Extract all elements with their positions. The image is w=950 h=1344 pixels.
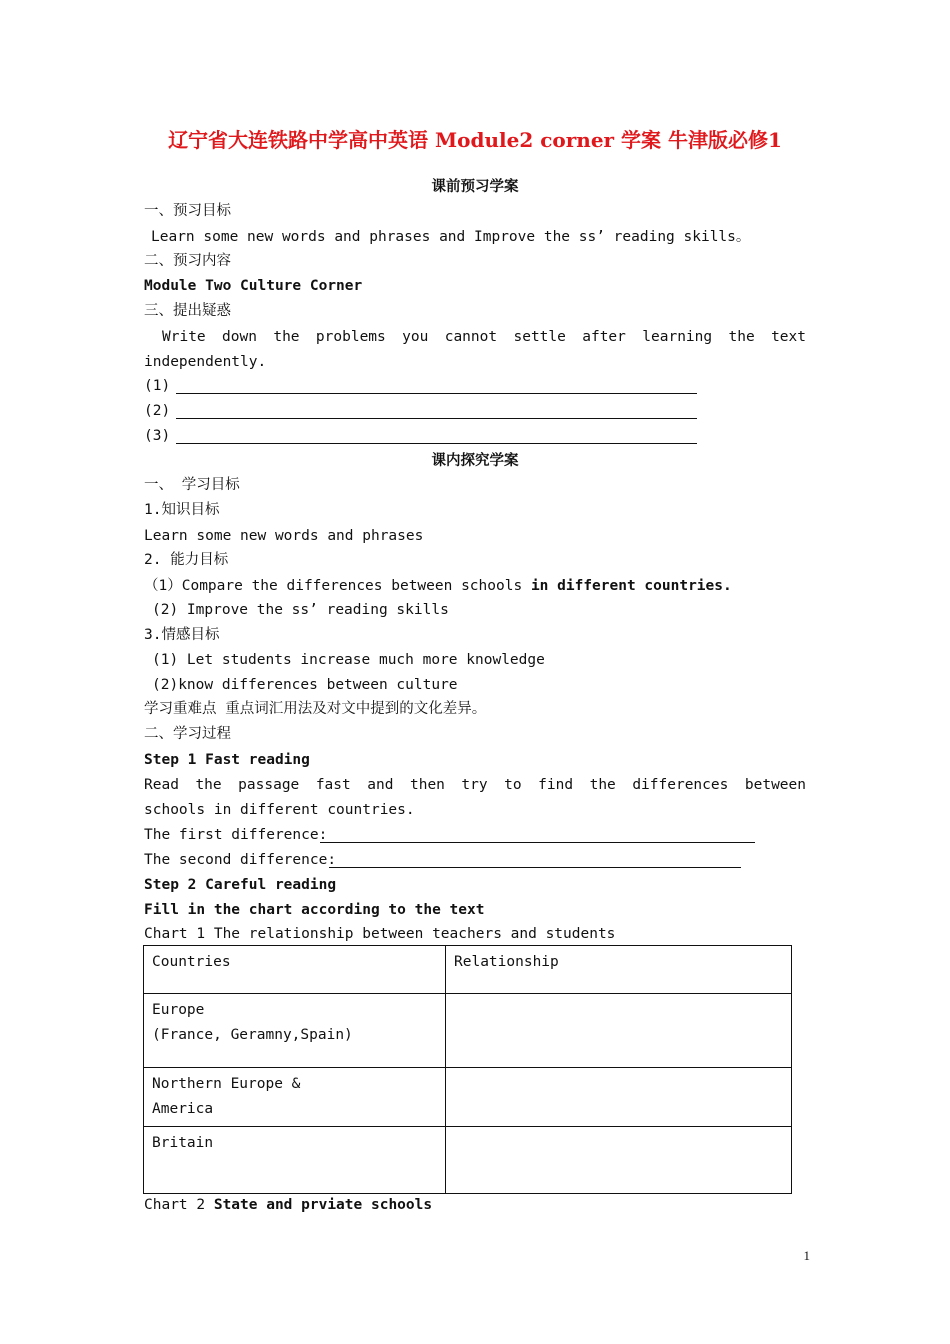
step1-text-line2: schools in different countries. (144, 802, 415, 818)
emotion-goal-item-2: (2)know differences between culture (152, 677, 458, 693)
doubt-label: 三、提出疑惑 (144, 303, 231, 319)
table-row (144, 1127, 792, 1194)
answer-blank-1[interactable] (176, 393, 697, 394)
section-heading-preview: 课前预习学案 (431, 179, 519, 195)
knowledge-goal-text: Learn some new words and phrases (144, 528, 424, 544)
country-line-2: America (152, 1101, 214, 1117)
step1-title: Step 1 Fast reading (144, 752, 310, 768)
first-difference-label: The first difference: (144, 827, 328, 843)
emotion-goal-item-1: (1) Let students increase much more knowledge (152, 652, 545, 668)
country-line-2: (France, Geramny,Spain) (152, 1027, 353, 1043)
blank-label-1: (1) (144, 378, 171, 394)
blank-label-2: (2) (144, 403, 171, 419)
chart2-prefix: Chart 2 (144, 1197, 206, 1213)
ability-goal-label: 2. 能力目标 (144, 552, 229, 568)
header-relationship: Relationship (446, 946, 792, 994)
country-cell (144, 1068, 446, 1127)
document-title: 辽宁省大连铁路中学高中英语 Module2 corner 学案 牛津版必修1 (168, 128, 782, 152)
doubt-text-line2: independently. (144, 354, 267, 370)
answer-blank-2[interactable] (176, 418, 697, 419)
preview-content-text: Module Two Culture Corner (144, 278, 363, 294)
ability-item-1-bold: in different countries. (530, 578, 732, 594)
country-line-1: Northern Europe & (152, 1076, 301, 1092)
ability-goal-item-1 (144, 576, 806, 596)
key-points: 学习重难点 重点词汇用法及对文中提到的文化差异。 (144, 701, 487, 717)
country-line-1: Europe (152, 1002, 205, 1018)
header-countries: Countries (144, 946, 446, 994)
emotion-goal-label: 3.情感目标 (144, 627, 220, 643)
answer-blank-3[interactable] (176, 443, 697, 444)
table-row (144, 1068, 792, 1127)
ability-goal-item-2: (2) Improve the ss’ reading skills (152, 602, 449, 618)
step1-text-line1: Read the passage fast and then try to find the differences between (144, 777, 806, 793)
doubt-text-line1: Write down the problems you cannot settle after learning the text (162, 329, 806, 345)
relationship-answer-cell[interactable] (446, 1068, 792, 1127)
step2-title: Step 2 Careful reading (144, 877, 337, 893)
country-cell (144, 1127, 446, 1194)
second-difference-label: The second difference: (144, 852, 337, 868)
second-difference-blank[interactable] (329, 867, 741, 868)
relationship-chart (143, 945, 792, 1194)
preview-objective-label: 一、预习目标 (144, 203, 231, 219)
relationship-answer-cell[interactable] (446, 994, 792, 1068)
first-difference-blank[interactable] (320, 842, 755, 843)
goal-label: 一、 学习目标 (144, 477, 240, 493)
page-number: 1 (803, 1248, 810, 1263)
chart-header-row (144, 946, 792, 994)
country-line-1: Britain (152, 1135, 214, 1151)
preview-content-label: 二、预习内容 (144, 253, 231, 269)
chart1-caption: Chart 1 The relationship between teachers and students (144, 926, 616, 942)
table-row (144, 994, 792, 1068)
ability-item-1-text: （1）Compare the differences between schools (144, 578, 523, 594)
process-label: 二、学习过程 (144, 726, 231, 742)
section-heading-inclass: 课内探究学案 (431, 453, 519, 469)
chart2-caption (144, 1195, 806, 1215)
relationship-answer-cell[interactable] (446, 1127, 792, 1194)
preview-objective-text: Learn some new words and phrases and Improve the ss’ reading skills。 (151, 229, 751, 245)
step2-subtitle: Fill in the chart according to the text (144, 902, 485, 918)
chart2-title: State and prviate schools (213, 1197, 433, 1213)
blank-label-3: (3) (144, 428, 171, 444)
country-cell (144, 994, 446, 1068)
knowledge-goal-label: 1.知识目标 (144, 502, 220, 518)
